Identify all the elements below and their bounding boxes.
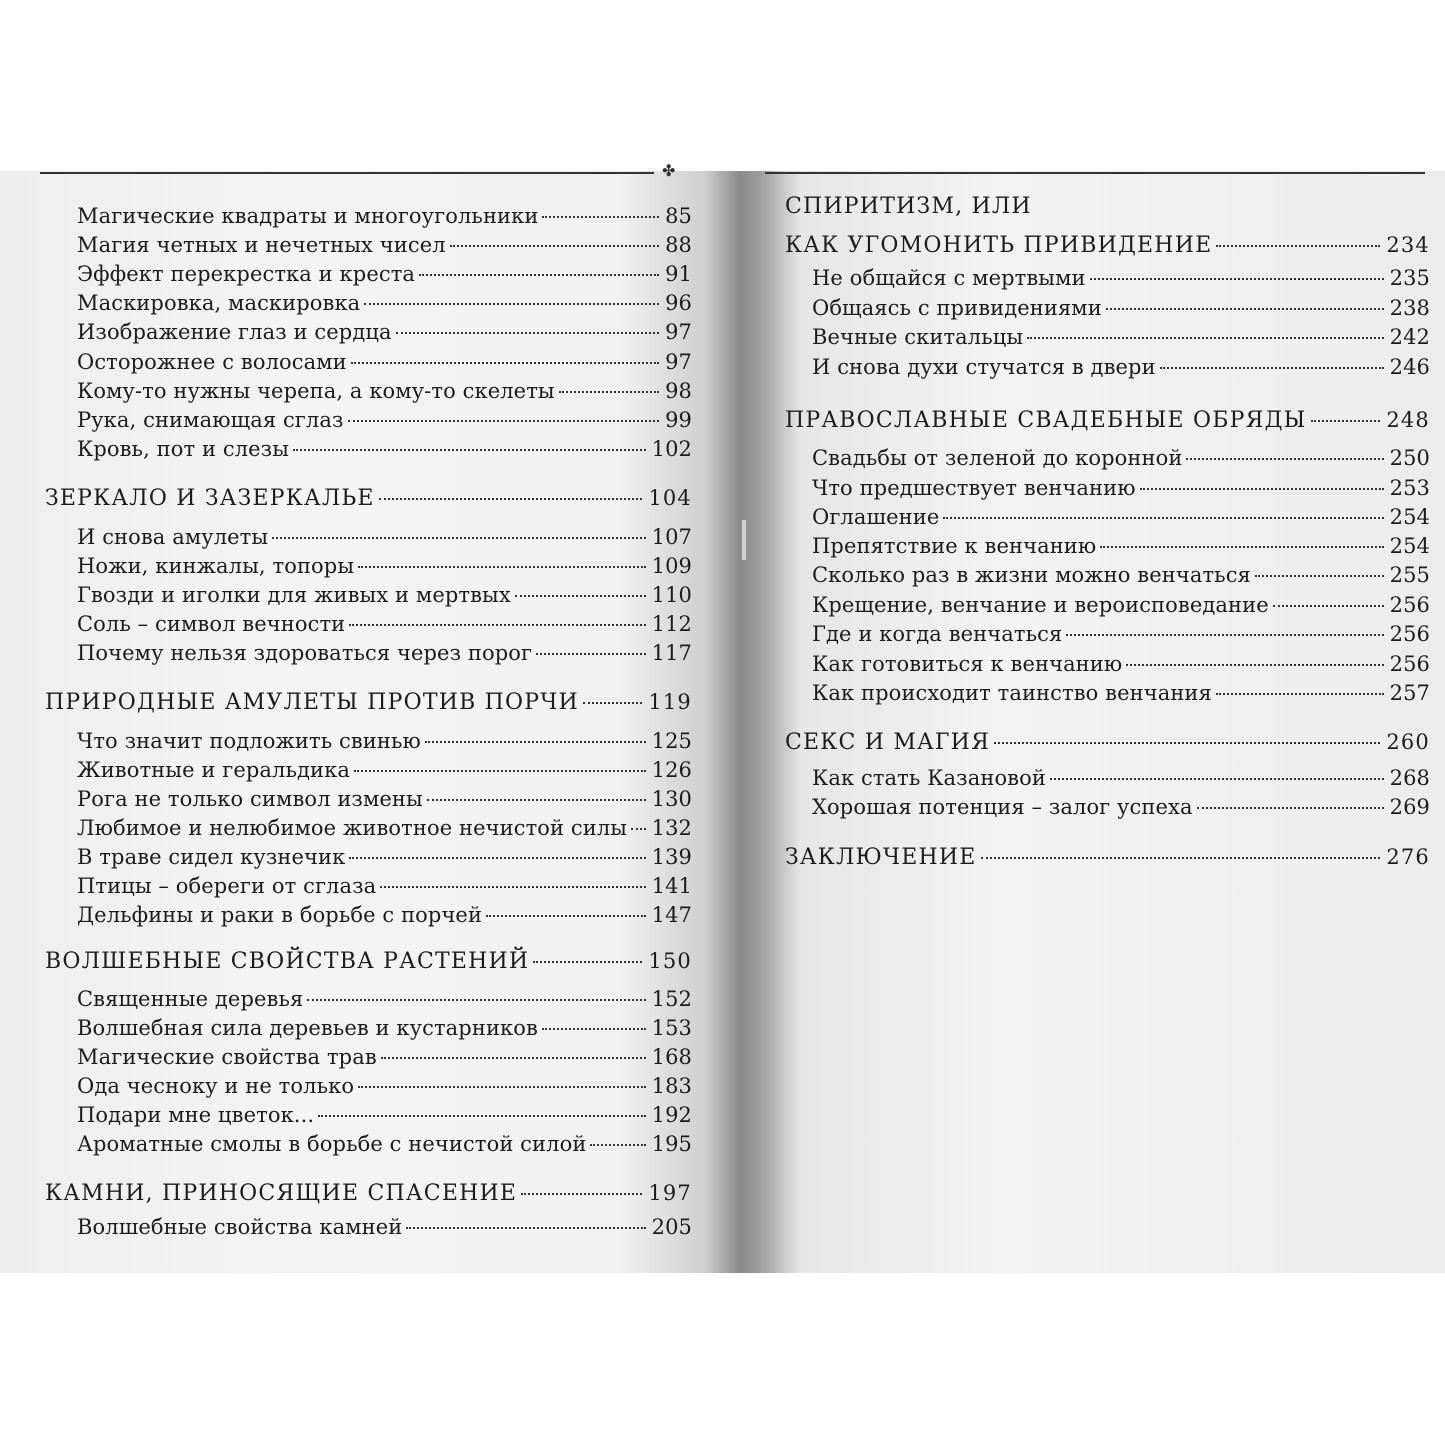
- toc-entry-title: Подари мне цветок...: [77, 1103, 315, 1127]
- toc-item-entry: [77, 1215, 692, 1239]
- toc-item-entry: [77, 787, 692, 811]
- toc-chapter-entry: [785, 233, 1430, 258]
- toc-chapter-entry: [785, 730, 1430, 755]
- toc-entry-title: Не общайся с мертвыми: [812, 266, 1086, 290]
- toc-page-number: 125: [651, 729, 692, 753]
- top-rule-right: [765, 172, 1425, 174]
- dot-leader: [427, 799, 646, 801]
- toc-entry-title: Магия четных и нечетных чисел: [77, 233, 446, 257]
- dot-leader: [272, 537, 645, 539]
- toc-entry-title: Что значит подложить свинью: [77, 729, 421, 753]
- dot-leader: [1273, 605, 1384, 607]
- toc-entry-title: Рога не только символ измены: [77, 787, 423, 811]
- toc-item-entry: [812, 622, 1430, 646]
- dot-leader: [583, 702, 642, 704]
- toc-page-number: 276: [1386, 845, 1430, 869]
- toc-item-entry: [77, 583, 692, 607]
- toc-item-entry: [812, 766, 1430, 790]
- toc-page-number: 126: [651, 758, 692, 782]
- toc-page-number: 99: [665, 408, 692, 432]
- toc-item-entry: [77, 1103, 692, 1127]
- toc-item-entry: [77, 987, 692, 1011]
- toc-entry-title: И снова духи стучатся в двери: [812, 355, 1156, 379]
- dot-leader: [1216, 245, 1380, 247]
- dot-leader: [1216, 693, 1384, 695]
- toc-page-number: 242: [1389, 325, 1430, 349]
- toc-entry-title: Свадьбы от зеленой до коронной: [812, 446, 1183, 470]
- toc-entry-title: ПРАВОСЛАВНЫЕ СВАДЕБНЫЕ ОБРЯДЫ: [785, 408, 1307, 433]
- toc-page-number: 153: [651, 1016, 692, 1040]
- toc-item-entry: [77, 641, 692, 665]
- toc-page-number: 147: [651, 903, 692, 927]
- toc-page-number: 256: [1389, 593, 1430, 617]
- dot-leader: [349, 857, 645, 859]
- toc-entry-title: Вечные скитальцы: [812, 325, 1024, 349]
- toc-page-number: 102: [651, 437, 692, 461]
- toc-item-entry: [77, 408, 692, 432]
- toc-entry-title: Священные деревья: [77, 987, 304, 1011]
- toc-item-entry: [77, 262, 692, 286]
- toc-entry-title: ЗЕРКАЛО И ЗАЗЕРКАЛЬЕ: [45, 486, 375, 511]
- dot-leader: [381, 1057, 646, 1059]
- toc-item-entry: [812, 681, 1430, 705]
- dot-leader: [348, 420, 660, 422]
- toc-chapter-entry: [785, 408, 1430, 433]
- toc-item-entry: [812, 795, 1430, 819]
- toc-chapter-entry: [45, 486, 692, 511]
- toc-item-entry: [77, 350, 692, 374]
- dot-leader: [379, 498, 643, 500]
- toc-entry-title: Кому-то нужны черепа, а кому-то скелеты: [77, 379, 555, 403]
- toc-entry-title: ВОЛШЕБНЫЕ СВОЙСТВА РАСТЕНИЙ: [45, 949, 530, 974]
- toc-chapter-entry: [45, 949, 692, 974]
- toc-page-number: 117: [651, 641, 692, 665]
- dot-leader: [486, 915, 646, 917]
- toc-page-number: 195: [651, 1132, 692, 1156]
- toc-entry-title: Как готовиться к венчанию: [812, 652, 1123, 676]
- toc-chapter-entry: [785, 845, 1430, 870]
- dot-leader: [318, 1115, 645, 1117]
- dot-leader: [307, 999, 645, 1001]
- toc-chapter-entry: [45, 690, 692, 715]
- toc-entry-title: Что предшествует венчанию: [812, 476, 1136, 500]
- toc-entry-title: Изображение глаз и сердца: [77, 320, 392, 344]
- toc-entry-title: Эффект перекрестка и креста: [77, 262, 416, 286]
- toc-page-number: 91: [665, 262, 692, 286]
- dot-leader: [1186, 458, 1383, 460]
- toc-page-number: 139: [651, 845, 692, 869]
- toc-item-entry: [77, 437, 692, 461]
- dot-leader: [358, 1086, 646, 1088]
- dot-leader: [293, 449, 646, 451]
- toc-item-entry: [812, 652, 1430, 676]
- toc-item-entry: [77, 758, 692, 782]
- toc-entry-title: Кровь, пот и слезы: [77, 437, 290, 461]
- toc-item-entry: [77, 845, 692, 869]
- dot-leader: [419, 274, 659, 276]
- dot-leader: [536, 653, 645, 655]
- chapter-title-first-line: СПИРИТИЗМ, ИЛИ: [785, 194, 1032, 219]
- toc-item-entry: [77, 1016, 692, 1040]
- toc-item-entry: [812, 563, 1430, 587]
- toc-page-number: 255: [1389, 563, 1430, 587]
- toc-page-number: 98: [665, 379, 692, 403]
- dot-leader: [1126, 664, 1383, 666]
- toc-item-entry: [812, 505, 1430, 529]
- toc-page-number: 96: [665, 291, 692, 315]
- toc-page-number: 109: [651, 554, 692, 578]
- toc-page-number: 119: [648, 690, 692, 714]
- toc-entry-title: Животные и геральдика: [77, 758, 350, 782]
- toc-entry-title: В траве сидел кузнечик: [77, 845, 346, 869]
- toc-item-entry: [812, 325, 1430, 349]
- toc-item-entry: [812, 296, 1430, 320]
- dot-leader: [1106, 308, 1384, 310]
- toc-entry-title: Ножи, кинжалы, топоры: [77, 554, 355, 578]
- dot-leader: [1027, 337, 1383, 339]
- toc-item-entry: [812, 266, 1430, 290]
- dot-leader: [1066, 634, 1383, 636]
- dot-leader: [981, 857, 1381, 859]
- dot-leader: [358, 566, 645, 568]
- toc-entry-title: И снова амулеты: [77, 525, 269, 549]
- gutter-shadow: [742, 520, 746, 560]
- dot-leader: [1090, 278, 1384, 280]
- dot-leader: [425, 741, 646, 743]
- toc-page-number: 152: [651, 987, 692, 1011]
- dot-leader: [533, 961, 642, 963]
- toc-item-entry: [812, 355, 1430, 379]
- toc-item-entry: [77, 554, 692, 578]
- toc-page-number: 85: [665, 204, 692, 228]
- toc-item-entry: [77, 320, 692, 344]
- toc-entry-title: Осторожнее с волосами: [77, 350, 347, 374]
- toc-page-number: 250: [1389, 446, 1430, 470]
- toc-item-entry: [77, 379, 692, 403]
- toc-item-entry: [812, 476, 1430, 500]
- toc-page-number: 183: [651, 1074, 692, 1098]
- dot-leader: [994, 742, 1380, 744]
- toc-item-entry: [77, 612, 692, 636]
- toc-entry-title: Где и когда венчаться: [812, 622, 1063, 646]
- toc-page-number: 112: [651, 612, 692, 636]
- toc-page-number: 107: [651, 525, 692, 549]
- toc-entry-title: Маскировка, маскировка: [77, 291, 361, 315]
- dot-leader: [542, 216, 659, 218]
- ornament-icon: ✤: [662, 161, 676, 180]
- toc-page-number: 150: [648, 949, 692, 973]
- toc-entry-title: Птицы – обереги от сглаза: [77, 874, 377, 898]
- toc-entry-title: Ода чесноку и не только: [77, 1074, 355, 1098]
- toc-page-number: 234: [1386, 233, 1430, 257]
- toc-item-entry: [77, 1074, 692, 1098]
- toc-item-entry: [77, 874, 692, 898]
- toc-entry-title: Почему нельзя здороваться через порог: [77, 641, 533, 665]
- toc-item-entry: [77, 1132, 692, 1156]
- toc-entry-title: Рука, снимающая сглаз: [77, 408, 344, 432]
- toc-page-number: 104: [648, 486, 692, 510]
- toc-entry-title: Любимое и нелюбимое животное нечистой силы: [77, 816, 628, 840]
- toc-entry-title: Гвозди и иголки для живых и мертвых: [77, 583, 511, 607]
- toc-page-number: 254: [1389, 505, 1430, 529]
- toc-entry-title: ЗАКЛЮЧЕНИЕ: [785, 845, 977, 870]
- dot-leader: [1311, 420, 1381, 422]
- dot-leader: [1050, 778, 1384, 780]
- toc-entry-title: Общаясь с привидениями: [812, 296, 1102, 320]
- toc-item-entry: [77, 204, 692, 228]
- toc-entry-title: СЕКС И МАГИЯ: [785, 730, 991, 755]
- dot-leader: [943, 517, 1383, 519]
- toc-page-number: 168: [651, 1045, 692, 1069]
- toc-entry-title: Как стать Казановой: [812, 766, 1046, 790]
- toc-page-number: 268: [1389, 766, 1430, 790]
- toc-item-entry: [77, 291, 692, 315]
- toc-page-number: 248: [1386, 408, 1430, 432]
- toc-entry-title: Магические свойства трав: [77, 1045, 377, 1069]
- dot-leader: [380, 886, 645, 888]
- toc-page-number: 257: [1389, 681, 1430, 705]
- toc-entry-title: Волшебные свойства камней: [77, 1215, 403, 1239]
- toc-item-entry: [77, 1045, 692, 1069]
- toc-entry-title: КАК УГОМОНИТЬ ПРИВИДЕНИЕ: [785, 233, 1213, 258]
- toc-page-number: 130: [651, 787, 692, 811]
- toc-page-number: 141: [651, 874, 692, 898]
- toc-page-number: 256: [1389, 622, 1430, 646]
- toc-item-entry: [77, 816, 692, 840]
- toc-page-number: 260: [1386, 730, 1430, 754]
- toc-page-number: 246: [1389, 355, 1430, 379]
- dot-leader: [1255, 575, 1384, 577]
- dot-leader: [590, 1144, 645, 1146]
- toc-page-number: 269: [1389, 795, 1430, 819]
- toc-item-entry: [77, 233, 692, 257]
- dot-leader: [349, 624, 645, 626]
- toc-page-number: 256: [1389, 652, 1430, 676]
- toc-item-entry: [77, 903, 692, 927]
- toc-chapter-entry: [45, 1181, 692, 1206]
- toc-item-entry: [77, 525, 692, 549]
- toc-entry-title: Оглашение: [812, 505, 940, 529]
- dot-leader: [559, 391, 659, 393]
- dot-leader: [1160, 367, 1384, 369]
- dot-leader: [450, 245, 659, 247]
- toc-page-number: 192: [651, 1103, 692, 1127]
- toc-entry-title: Хорошая потенция – залог успеха: [812, 795, 1193, 819]
- dot-leader: [396, 332, 659, 334]
- toc-item-entry: [812, 593, 1430, 617]
- toc-entry-title: Крещение, венчание и вероисповедание: [812, 593, 1269, 617]
- toc-item-entry: [812, 446, 1430, 470]
- dot-leader: [542, 1028, 646, 1030]
- toc-item-entry: [77, 729, 692, 753]
- toc-page-number: 205: [651, 1215, 692, 1239]
- toc-entry-title: ПРИРОДНЫЕ АМУЛЕТЫ ПРОТИВ ПОРЧИ: [45, 690, 579, 715]
- toc-page-number: 197: [648, 1181, 692, 1205]
- dot-leader: [515, 595, 646, 597]
- toc-page-number: 254: [1389, 534, 1430, 558]
- toc-page-number: 253: [1389, 476, 1430, 500]
- dot-leader: [631, 828, 645, 830]
- toc-item-entry: [812, 534, 1430, 558]
- toc-page-number: 132: [651, 816, 692, 840]
- dot-leader: [351, 362, 659, 364]
- toc-page-number: 235: [1389, 266, 1430, 290]
- toc-page-number: 110: [651, 583, 692, 607]
- toc-entry-title: Ароматные смолы в борьбе с нечистой силой: [77, 1132, 587, 1156]
- toc-page-number: 88: [665, 233, 692, 257]
- dot-leader: [1100, 546, 1383, 548]
- toc-page-number: 97: [665, 350, 692, 374]
- top-rule-left: [40, 172, 654, 174]
- toc-page-number: 238: [1389, 296, 1430, 320]
- dot-leader: [354, 770, 646, 772]
- toc-entry-title: Сколько раз в жизни можно венчаться: [812, 563, 1251, 587]
- dot-leader: [521, 1193, 642, 1195]
- toc-entry-title: Дельфины и раки в борьбе с порчей: [77, 903, 483, 927]
- toc-entry-title: Соль – символ вечности: [77, 612, 346, 636]
- toc-page-number: 97: [665, 320, 692, 344]
- toc-entry-title: Волшебная сила деревьев и кустарников: [77, 1016, 538, 1040]
- toc-entry-title: Магические квадраты и многоугольники: [77, 204, 539, 228]
- dot-leader: [406, 1227, 645, 1229]
- toc-entry-title: Как происходит таинство венчания: [812, 681, 1212, 705]
- toc-entry-title: КАМНИ, ПРИНОСЯЩИЕ СПАСЕНИЕ: [45, 1181, 518, 1206]
- dot-leader: [364, 303, 659, 305]
- dot-leader: [1197, 807, 1384, 809]
- dot-leader: [1140, 488, 1384, 490]
- toc-entry-title: Препятствие к венчанию: [812, 534, 1097, 558]
